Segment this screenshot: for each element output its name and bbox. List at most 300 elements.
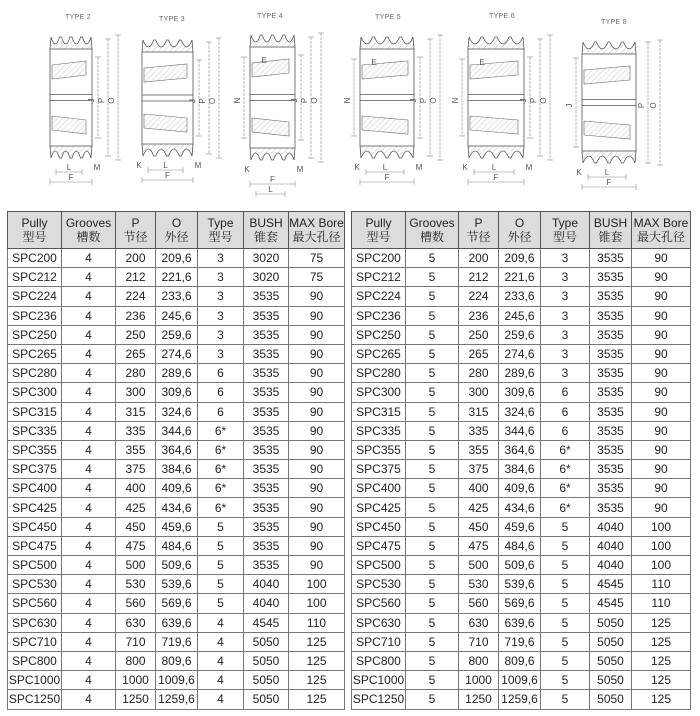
dimension-label-l: L [66, 163, 72, 172]
cell-type: 5 [541, 575, 590, 594]
cell-p: 630 [459, 613, 499, 632]
cell-grooves: 4 [62, 344, 116, 363]
cell-grooves: 4 [62, 498, 116, 517]
cell-max-bore: 125 [632, 690, 691, 709]
header-label-zh: 节径 [123, 230, 148, 244]
cell-type: 5 [541, 517, 590, 536]
dimension-label-k: K [244, 165, 250, 174]
cell-grooves: 4 [62, 440, 116, 459]
table-row [352, 575, 691, 594]
cell-pully: SPC475 [8, 536, 62, 555]
dimension-label-k: K [576, 168, 582, 177]
cell-o: 1259,6 [499, 690, 541, 709]
cell-type: 5 [198, 594, 244, 613]
dimension-label-n: N [343, 97, 352, 104]
table-row [352, 594, 691, 613]
cell-grooves: 4 [62, 383, 116, 402]
cell-o: 434,6 [499, 498, 541, 517]
cell-pully: SPC1000 [352, 671, 406, 690]
dimension-label-e: E [261, 56, 267, 65]
cell-max-bore: 90 [289, 306, 345, 325]
cell-pully: SPC212 [8, 268, 62, 287]
header-label-zh: 锥套 [253, 230, 278, 244]
cell-p: 355 [116, 440, 156, 459]
table-row [8, 536, 345, 555]
left-spec-table [7, 211, 345, 710]
cell-type: 3 [198, 268, 244, 287]
cell-grooves: 5 [406, 325, 459, 344]
cell-bush: 3535 [590, 364, 632, 383]
header-label-en: MAX Bore [633, 216, 689, 230]
table-row [8, 325, 345, 344]
cell-p: 400 [116, 479, 156, 498]
cell-o: 364,6 [156, 440, 198, 459]
cell-grooves: 4 [62, 556, 116, 575]
cell-grooves: 5 [406, 383, 459, 402]
header-label-en: P [474, 216, 483, 230]
cell-p: 475 [116, 536, 156, 555]
table-row [352, 287, 691, 306]
cell-bush: 3535 [244, 344, 289, 363]
cell-type: 5 [541, 594, 590, 613]
table-row [8, 575, 345, 594]
cell-pully: SPC224 [8, 287, 62, 306]
cell-type: 6* [541, 440, 590, 459]
cell-grooves: 4 [62, 536, 116, 555]
cell-bush: 3535 [590, 344, 632, 363]
cell-grooves: 4 [62, 479, 116, 498]
cell-bush: 3535 [590, 479, 632, 498]
dimension-label-n: N [451, 97, 460, 104]
cell-bush: 4040 [590, 536, 632, 555]
cell-grooves: 5 [406, 498, 459, 517]
cell-type: 6* [198, 421, 244, 440]
cell-p: 212 [116, 268, 156, 287]
cell-max-bore: 90 [289, 287, 345, 306]
dimension-label-e: E [371, 58, 377, 67]
table-row [8, 498, 345, 517]
cell-type: 6 [541, 402, 590, 421]
cell-pully: SPC1250 [352, 690, 406, 709]
cell-grooves: 5 [406, 460, 459, 479]
cell-pully: SPC800 [352, 651, 406, 670]
header-label-en: MAX Bore [289, 216, 344, 230]
cell-pully: SPC375 [352, 460, 406, 479]
dimension-label-j: J [188, 99, 197, 103]
table-row [352, 651, 691, 670]
cell-pully: SPC300 [352, 383, 406, 402]
cell-pully: SPC450 [352, 517, 406, 536]
table-row [8, 249, 345, 268]
cell-type: 6 [198, 383, 244, 402]
cell-o: 639,6 [156, 613, 198, 632]
cell-p: 200 [459, 249, 499, 268]
cell-p: 500 [116, 556, 156, 575]
dimension-label-p: P [198, 98, 207, 104]
header-label-zh: 最大孔径 [636, 230, 685, 244]
cell-grooves: 4 [62, 671, 116, 690]
cell-type: 5 [541, 556, 590, 575]
dimension-label-j: J [519, 98, 528, 103]
cell-pully: SPC425 [352, 498, 406, 517]
header-label-zh: 最大孔径 [292, 230, 341, 244]
dimension-label-j: J [409, 98, 418, 103]
dimension-label-n: N [233, 97, 242, 104]
cell-grooves: 4 [62, 364, 116, 383]
cell-max-bore: 125 [289, 651, 345, 670]
cell-max-bore: 90 [289, 460, 345, 479]
cell-grooves: 5 [406, 268, 459, 287]
cell-grooves: 4 [62, 575, 116, 594]
cell-pully: SPC224 [352, 287, 406, 306]
cell-pully: SPC800 [8, 651, 62, 670]
cell-type: 5 [541, 671, 590, 690]
cell-p: 800 [116, 651, 156, 670]
table-row [352, 556, 691, 575]
header-o [156, 212, 198, 249]
cell-max-bore: 90 [289, 498, 345, 517]
table-row [8, 651, 345, 670]
table-row [352, 268, 691, 287]
table-row [8, 344, 345, 363]
cell-pully: SPC280 [352, 364, 406, 383]
table-row [8, 421, 345, 440]
cell-bush: 3535 [244, 498, 289, 517]
cell-max-bore: 90 [289, 479, 345, 498]
dimension-label-o: O [539, 97, 548, 104]
cell-o: 344,6 [499, 421, 541, 440]
cell-pully: SPC250 [8, 325, 62, 344]
type-label: TYPE 2 [65, 14, 91, 21]
cell-bush: 3535 [590, 325, 632, 344]
table-row [8, 440, 345, 459]
cell-bush: 3535 [590, 383, 632, 402]
pulley-drawing-type-2 [50, 14, 121, 185]
header-p [459, 212, 499, 249]
cell-type: 6* [198, 479, 244, 498]
cell-p: 425 [459, 498, 499, 517]
cell-type: 3 [541, 344, 590, 363]
cell-type: 5 [541, 651, 590, 670]
table-row [352, 364, 691, 383]
table-row [352, 402, 691, 421]
header-label-zh: 外径 [164, 230, 189, 244]
cell-bush: 3020 [244, 268, 289, 287]
cell-pully: SPC335 [352, 421, 406, 440]
cell-p: 560 [459, 594, 499, 613]
dimension-label-p: P [637, 102, 646, 109]
cell-bush: 3535 [244, 383, 289, 402]
cell-o: 509,6 [499, 556, 541, 575]
header-o [499, 212, 541, 249]
cell-o: 719,6 [499, 632, 541, 651]
cell-bush: 4545 [590, 575, 632, 594]
cell-grooves: 4 [62, 421, 116, 440]
cell-p: 300 [116, 383, 156, 402]
cell-type: 6* [541, 460, 590, 479]
table-row [352, 613, 691, 632]
cell-grooves: 5 [406, 594, 459, 613]
cell-max-bore: 90 [289, 402, 345, 421]
table-row [8, 613, 345, 632]
cell-bush: 5050 [244, 651, 289, 670]
cell-bush: 5050 [244, 690, 289, 709]
cell-o: 364,6 [499, 440, 541, 459]
cell-bush: 3535 [590, 440, 632, 459]
cell-grooves: 5 [406, 402, 459, 421]
cell-pully: SPC560 [352, 594, 406, 613]
cell-p: 335 [459, 421, 499, 440]
cell-type: 3 [198, 325, 244, 344]
table-row [352, 479, 691, 498]
dimension-label-l: L [268, 185, 273, 194]
header-label-zh: 外径 [507, 230, 532, 244]
cell-p: 400 [459, 479, 499, 498]
cell-grooves: 5 [406, 479, 459, 498]
cell-o: 539,6 [156, 575, 198, 594]
table-row [8, 690, 345, 709]
cell-bush: 4545 [590, 594, 632, 613]
cell-pully: SPC375 [8, 460, 62, 479]
cell-grooves: 5 [406, 517, 459, 536]
cell-pully: SPC236 [8, 306, 62, 325]
cell-pully: SPC710 [8, 632, 62, 651]
table-row [352, 306, 691, 325]
cell-p: 250 [459, 325, 499, 344]
cell-type: 3 [541, 268, 590, 287]
cell-max-bore: 125 [289, 690, 345, 709]
header-grooves [62, 212, 116, 249]
cell-pully: SPC355 [352, 440, 406, 459]
cell-pully: SPC315 [352, 402, 406, 421]
cell-grooves: 4 [62, 690, 116, 709]
cell-type: 5 [198, 536, 244, 555]
dimension-label-f: F [606, 178, 612, 187]
cell-bush: 3535 [244, 517, 289, 536]
cell-p: 224 [116, 287, 156, 306]
cell-bush: 5050 [590, 632, 632, 651]
table-row [352, 460, 691, 479]
cell-o: 309,6 [156, 383, 198, 402]
cell-max-bore: 90 [289, 383, 345, 402]
cell-p: 530 [459, 575, 499, 594]
dimension-label-o: O [649, 102, 658, 109]
cell-max-bore: 100 [632, 556, 691, 575]
cell-grooves: 4 [62, 594, 116, 613]
cell-bush: 3535 [244, 479, 289, 498]
cell-pully: SPC1250 [8, 690, 62, 709]
cell-pully: SPC450 [8, 517, 62, 536]
pulley-drawing-type-4 [233, 13, 324, 197]
cell-o: 409,6 [499, 479, 541, 498]
cell-type: 4 [198, 632, 244, 651]
pulley-drawing-type-5 [343, 14, 443, 185]
cell-o: 639,6 [499, 613, 541, 632]
header-label-en: Grooves [409, 216, 455, 230]
cell-o: 1259,6 [156, 690, 198, 709]
table-row [8, 632, 345, 651]
cell-o: 245,6 [156, 306, 198, 325]
dimension-label-k: K [354, 163, 360, 172]
cell-max-bore: 90 [632, 440, 691, 459]
cell-bush: 4040 [244, 575, 289, 594]
cell-bush: 4545 [244, 613, 289, 632]
cell-max-bore: 125 [632, 632, 691, 651]
cell-grooves: 4 [62, 306, 116, 325]
cell-grooves: 5 [406, 651, 459, 670]
dimension-label-p: P [300, 97, 309, 104]
cell-p: 1000 [459, 671, 499, 690]
cell-max-bore: 90 [632, 402, 691, 421]
cell-pully: SPC250 [352, 325, 406, 344]
cell-grooves: 5 [406, 249, 459, 268]
cell-grooves: 4 [62, 613, 116, 632]
dimension-label-o: O [429, 97, 438, 104]
table-row [8, 364, 345, 383]
cell-bush: 3535 [590, 287, 632, 306]
cell-max-bore: 90 [632, 498, 691, 517]
cell-max-bore: 90 [632, 344, 691, 363]
cell-grooves: 5 [406, 536, 459, 555]
cell-o: 309,6 [499, 383, 541, 402]
cell-pully: SPC400 [352, 479, 406, 498]
cell-bush: 5050 [244, 632, 289, 651]
cell-bush: 3535 [244, 421, 289, 440]
type-label: TYPE 6 [489, 13, 515, 20]
cell-pully: SPC400 [8, 479, 62, 498]
cell-pully: SPC212 [352, 268, 406, 287]
cell-p: 236 [116, 306, 156, 325]
header-bush [244, 212, 289, 249]
header-p [116, 212, 156, 249]
cell-max-bore: 90 [632, 268, 691, 287]
table-row [8, 556, 345, 575]
dimension-label-o: O [107, 97, 116, 104]
cell-type: 6 [198, 402, 244, 421]
cell-pully: SPC530 [8, 575, 62, 594]
cell-max-bore: 125 [289, 632, 345, 651]
cell-p: 1250 [116, 690, 156, 709]
cell-p: 315 [459, 402, 499, 421]
cell-max-bore: 125 [289, 671, 345, 690]
cell-type: 5 [198, 517, 244, 536]
cell-o: 209,6 [499, 249, 541, 268]
table-row [352, 671, 691, 690]
dimension-label-p: P [529, 97, 538, 104]
cell-max-bore: 90 [632, 421, 691, 440]
cell-pully: SPC1000 [8, 671, 62, 690]
dimension-label-m: M [525, 163, 533, 172]
table-row [352, 383, 691, 402]
cell-o: 719,6 [156, 632, 198, 651]
cell-p: 500 [459, 556, 499, 575]
cell-bush: 5050 [590, 671, 632, 690]
pulley-drawing-type-8 [565, 19, 663, 190]
cell-p: 200 [116, 249, 156, 268]
cell-pully: SPC630 [352, 613, 406, 632]
cell-o: 484,6 [156, 536, 198, 555]
cell-o: 259,6 [499, 325, 541, 344]
header-label-zh: 槽数 [419, 230, 444, 244]
cell-o: 274,6 [156, 344, 198, 363]
table-row [352, 632, 691, 651]
cell-pully: SPC500 [352, 556, 406, 575]
cell-o: 434,6 [156, 498, 198, 517]
cell-o: 233,6 [156, 287, 198, 306]
pulley-drawing-type-6 [451, 13, 553, 185]
cell-o: 245,6 [499, 306, 541, 325]
cell-grooves: 4 [62, 460, 116, 479]
table-row [352, 421, 691, 440]
cell-o: 221,6 [499, 268, 541, 287]
dimension-label-l: L [604, 168, 610, 177]
cell-type: 3 [198, 287, 244, 306]
type-label: TYPE 8 [601, 19, 627, 26]
cell-o: 233,6 [499, 287, 541, 306]
cell-grooves: 5 [406, 613, 459, 632]
cell-pully: SPC200 [8, 249, 62, 268]
cell-max-bore: 110 [632, 575, 691, 594]
cell-pully: SPC315 [8, 402, 62, 421]
table-row [8, 460, 345, 479]
dimension-label-j: J [290, 98, 299, 103]
cell-max-bore: 90 [632, 306, 691, 325]
cell-max-bore: 90 [632, 249, 691, 268]
cell-pully: SPC265 [352, 344, 406, 363]
cell-type: 4 [198, 690, 244, 709]
cell-p: 236 [459, 306, 499, 325]
cell-bush: 3535 [244, 306, 289, 325]
table-row [352, 536, 691, 555]
cell-bush: 3535 [244, 325, 289, 344]
cell-p: 265 [116, 344, 156, 363]
cell-type: 5 [541, 536, 590, 555]
cell-p: 224 [459, 287, 499, 306]
cell-type: 3 [541, 325, 590, 344]
pulley-type-drawings [0, 0, 700, 200]
dimension-label-f: F [270, 175, 275, 184]
header-label-zh: 型号 [552, 230, 577, 244]
type-label: TYPE 5 [375, 14, 401, 21]
cell-type: 4 [198, 613, 244, 632]
cell-type: 6* [541, 498, 590, 517]
cell-type: 3 [198, 306, 244, 325]
table-row [8, 479, 345, 498]
cell-bush: 5050 [590, 613, 632, 632]
cell-o: 209,6 [156, 249, 198, 268]
cell-o: 259,6 [156, 325, 198, 344]
cell-o: 459,6 [156, 517, 198, 536]
header-grooves [406, 212, 459, 249]
cell-p: 475 [459, 536, 499, 555]
cell-type: 6* [541, 479, 590, 498]
header-label-en: Grooves [65, 216, 112, 230]
cell-max-bore: 90 [289, 440, 345, 459]
cell-p: 450 [459, 517, 499, 536]
cell-type: 5 [541, 613, 590, 632]
cell-type: 4 [198, 671, 244, 690]
cell-p: 560 [116, 594, 156, 613]
header-label-en: P [131, 216, 140, 230]
header-label-zh: 型号 [208, 230, 233, 244]
dimension-label-p: P [419, 97, 428, 104]
header-bush [590, 212, 632, 249]
header-label-en: O [514, 216, 525, 230]
cell-bush: 3535 [590, 402, 632, 421]
cell-max-bore: 100 [289, 594, 345, 613]
cell-bush: 3535 [244, 440, 289, 459]
cell-max-bore: 125 [632, 671, 691, 690]
